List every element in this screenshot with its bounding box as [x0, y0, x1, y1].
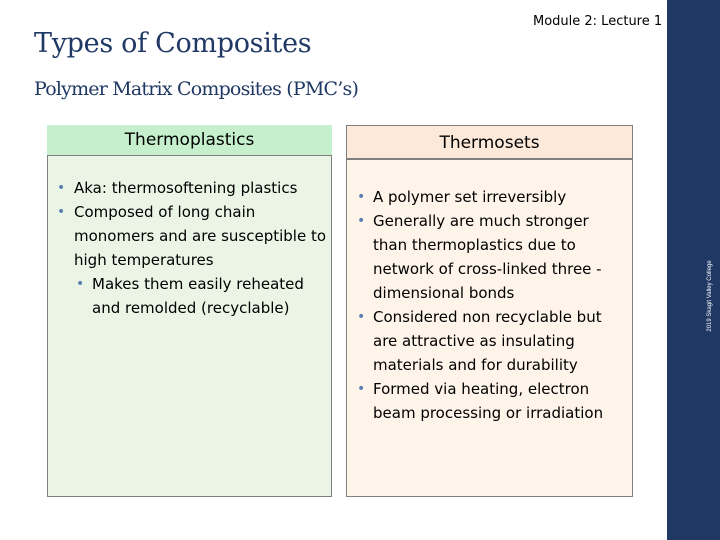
slide-title: Types of Composites — [34, 28, 312, 59]
list-item: • Generally are much stronger than thermoplastics due to network of cross-linked three -dimensional bonds — [355, 209, 623, 305]
slide-subtitle: Polymer Matrix Composites (PMC’s) — [34, 78, 359, 100]
sub-list-item: • Makes them easily reheated and remolded (recyclable) — [54, 272, 329, 320]
thermoplastics-header: Thermoplastics — [47, 125, 332, 155]
list-item: • Aka: thermosoftening plastics — [54, 176, 329, 200]
list-item: • Composed of long chain monomers and are susceptible to high temperatures — [54, 200, 329, 272]
module-label: Module 2: Lecture 1 — [533, 14, 663, 29]
list-item: • A polymer set irreversibly — [355, 185, 623, 209]
thermosets-header: Thermosets — [346, 125, 633, 159]
thermoplastics-list — [54, 176, 329, 320]
list-item: • Formed via heating, electron beam processing or irradiation — [355, 377, 623, 425]
thermosets-list — [355, 185, 623, 425]
list-item: • Considered non recyclable but are attractive as insulating materials and for durability — [355, 305, 623, 377]
sidebar-copyright-text: 2019 Skagit Valley College — [707, 260, 713, 332]
